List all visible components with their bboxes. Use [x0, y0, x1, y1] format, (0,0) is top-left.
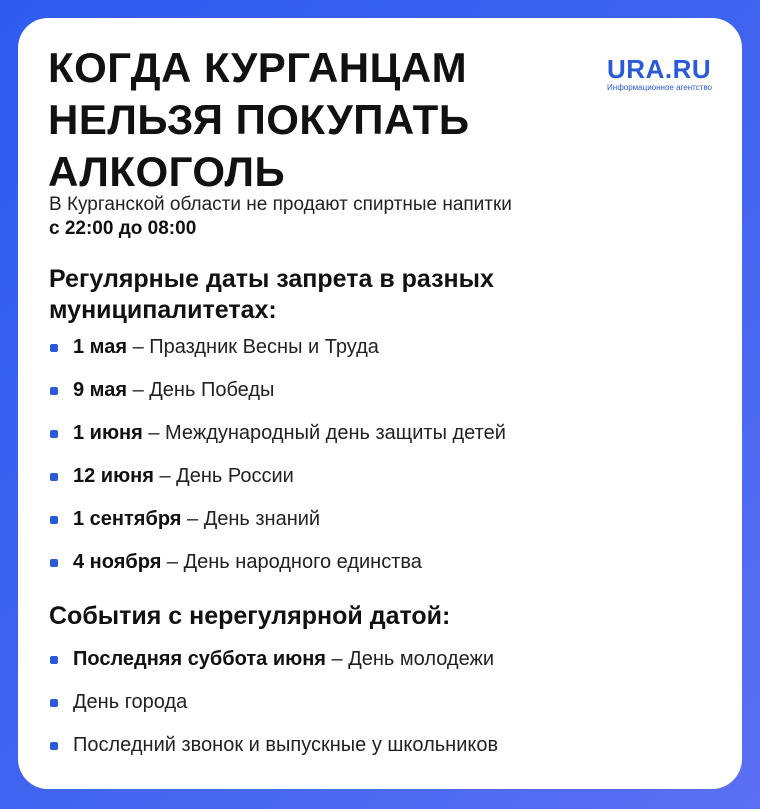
- logo-tagline: Информационное агентство: [607, 83, 712, 92]
- item-desc: – День народного единства: [161, 551, 422, 573]
- irregular-heading: События с нерегулярной датой:: [49, 602, 451, 630]
- regular-list: [49, 336, 709, 574]
- item-date: 1 июня: [73, 422, 143, 444]
- item-date: Последняя суббота июня: [73, 648, 326, 670]
- list-item: [49, 379, 709, 402]
- list-item: [49, 508, 709, 531]
- list-item: [49, 465, 709, 488]
- item-desc: – Международный день защиты детей: [142, 422, 506, 444]
- list-item: [49, 734, 709, 757]
- item-desc: – День Победы: [127, 379, 275, 401]
- item-desc: – День знаний: [181, 508, 321, 530]
- bullet-icon: [50, 656, 58, 664]
- irregular-list: [49, 648, 709, 757]
- item-desc: – Праздник Весны и Труда: [127, 336, 379, 358]
- bullet-icon: [50, 559, 58, 567]
- bullet-icon: [50, 387, 58, 395]
- item-date: 9 мая: [73, 379, 128, 401]
- item-desc: – День России: [153, 465, 294, 487]
- item-date: 12 июня: [73, 465, 154, 487]
- bullet-icon: [50, 473, 58, 481]
- list-item: [49, 336, 709, 359]
- logo-name: URA.RU: [607, 54, 712, 84]
- subtitle: [49, 193, 689, 241]
- subtitle-time: с 22:00 до 08:00: [49, 218, 197, 239]
- item-desc: День города: [73, 691, 188, 713]
- list-item: [49, 648, 709, 671]
- list-item: [49, 691, 709, 714]
- page-title: КОГДА КУРГАНЦАМ НЕЛЬЗЯ ПОКУПАТЬ АЛКОГОЛЬ: [48, 44, 470, 195]
- bullet-icon: [50, 516, 58, 524]
- bullet-icon: [50, 742, 58, 750]
- bullet-icon: [50, 344, 58, 352]
- item-date: 1 сентября: [73, 508, 182, 530]
- bullet-icon: [50, 430, 58, 438]
- subtitle-text: В Курганской области не продают спиртные напитки: [49, 194, 512, 215]
- bullet-icon: [50, 699, 58, 707]
- item-desc: – День молодежи: [325, 648, 495, 670]
- list-item: [49, 422, 709, 445]
- item-date: 1 мая: [73, 336, 128, 358]
- list-item: [49, 551, 709, 574]
- infographic-card: [18, 18, 742, 789]
- item-desc: Последний звонок и выпускные у школьников: [73, 734, 499, 756]
- regular-heading: Регулярные даты запрета в разных муниципалитетах:: [49, 265, 494, 324]
- item-date: 4 ноября: [73, 551, 162, 573]
- logo: [607, 56, 712, 93]
